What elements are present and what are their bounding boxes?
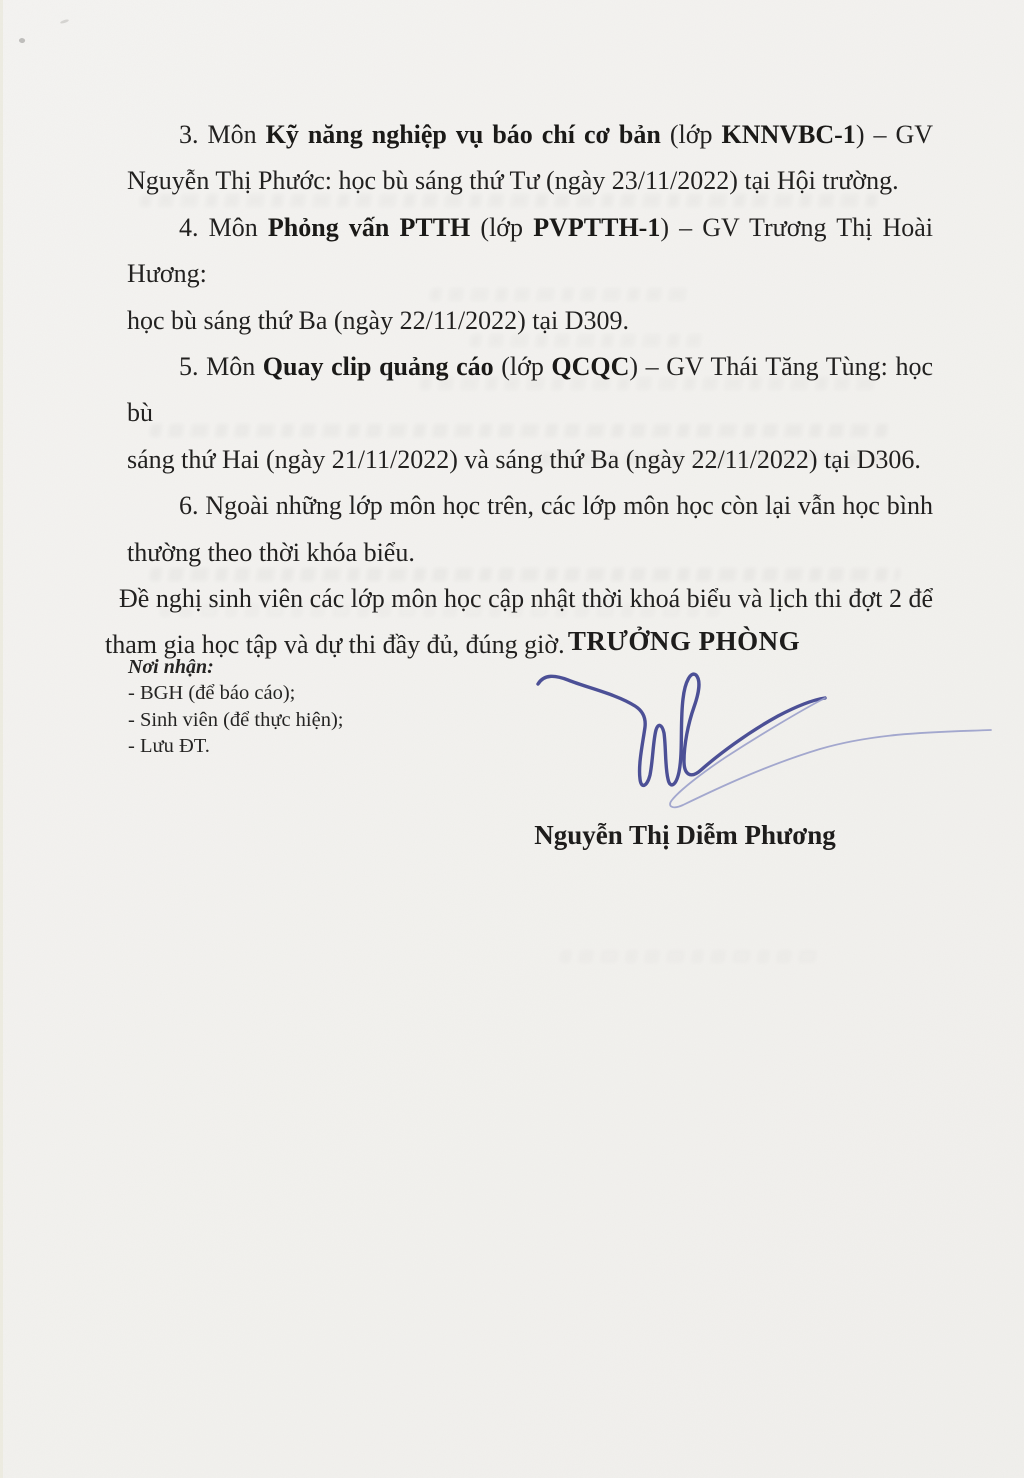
body-line [105, 576, 933, 622]
emphasized-text: Kỹ năng nghiệp vụ báo chí cơ bản [265, 120, 661, 149]
scan-speck [60, 19, 69, 25]
body-text: học bù sáng thứ Ba (ngày 22/11/2022) tại D309. [127, 305, 629, 335]
recipient-item: - Lưu ĐT. [128, 735, 210, 757]
body-text: 4. Môn [179, 212, 268, 242]
scan-speck [18, 37, 25, 44]
body-paragraph [127, 483, 933, 576]
body-text: tham gia học tập và dự thi đầy đủ, đúng giờ. [105, 630, 565, 660]
body-text: Nguyễn Thị Phước: học bù sáng thứ Tư (ngày 23/11/2022) tại Hội trường. [127, 166, 899, 196]
body-text: (lớp [493, 352, 552, 382]
body-line [127, 344, 933, 437]
body-paragraph [127, 344, 933, 483]
emphasized-text: Quay clip quảng cáo [262, 352, 494, 382]
body-text: ) – GV [855, 120, 934, 149]
body-text: 6. Ngoài những lớp môn học trên, các lớp môn học còn lại vẫn học bình [179, 491, 933, 521]
paper-edge [0, 0, 3, 1478]
emphasized-text: PVPTTH-1 [533, 212, 661, 242]
body-text: (lớp [660, 120, 722, 149]
body-text: 3. Môn [179, 120, 266, 149]
signer-name: Nguyễn Thị Diễm Phương [534, 820, 836, 850]
body-line [127, 112, 933, 158]
body-text: sáng thứ Hai (ngày 21/11/2022) và sáng thứ Ba (ngày 22/11/2022) tại D306. [127, 444, 921, 474]
recipient-item: - Sinh viên (để thực hiện); [128, 708, 344, 731]
body-line [127, 158, 933, 204]
body-text: Đề nghị sinh viên các lớp môn học cập nhật thời khoá biểu và lịch thi đợt 2 để [119, 584, 933, 614]
document-body [105, 112, 934, 669]
body-text: ) – GV Thái Tăng Tùng: học bù [127, 352, 933, 428]
body-line [127, 437, 933, 483]
body-text: thường theo thời khóa biểu. [127, 537, 415, 567]
emphasized-text: QCQC [551, 352, 630, 382]
signer-title: TRƯỞNG PHÒNG [567, 626, 801, 656]
recipients-block [128, 654, 344, 760]
body-line [127, 298, 933, 344]
recipients-heading: Nơi nhận: [128, 656, 214, 678]
body-paragraph [127, 205, 933, 344]
bleedthrough-band [559, 950, 821, 963]
emphasized-text: KNNVBC-1 [721, 120, 856, 149]
signature-ink [528, 648, 998, 818]
body-line [127, 483, 933, 529]
body-line [127, 205, 933, 298]
body-text: (lớp [470, 212, 534, 242]
body-line [127, 530, 933, 576]
body-paragraph [127, 112, 933, 205]
body-text: ) – GV Trương Thị Hoài Hương: [127, 212, 933, 289]
body-text: 5. Môn [179, 352, 263, 382]
recipients-list [128, 680, 344, 760]
emphasized-text: Phỏng vấn PTTH [267, 212, 471, 242]
recipient-item: - BGH (để báo cáo); [128, 682, 296, 704]
